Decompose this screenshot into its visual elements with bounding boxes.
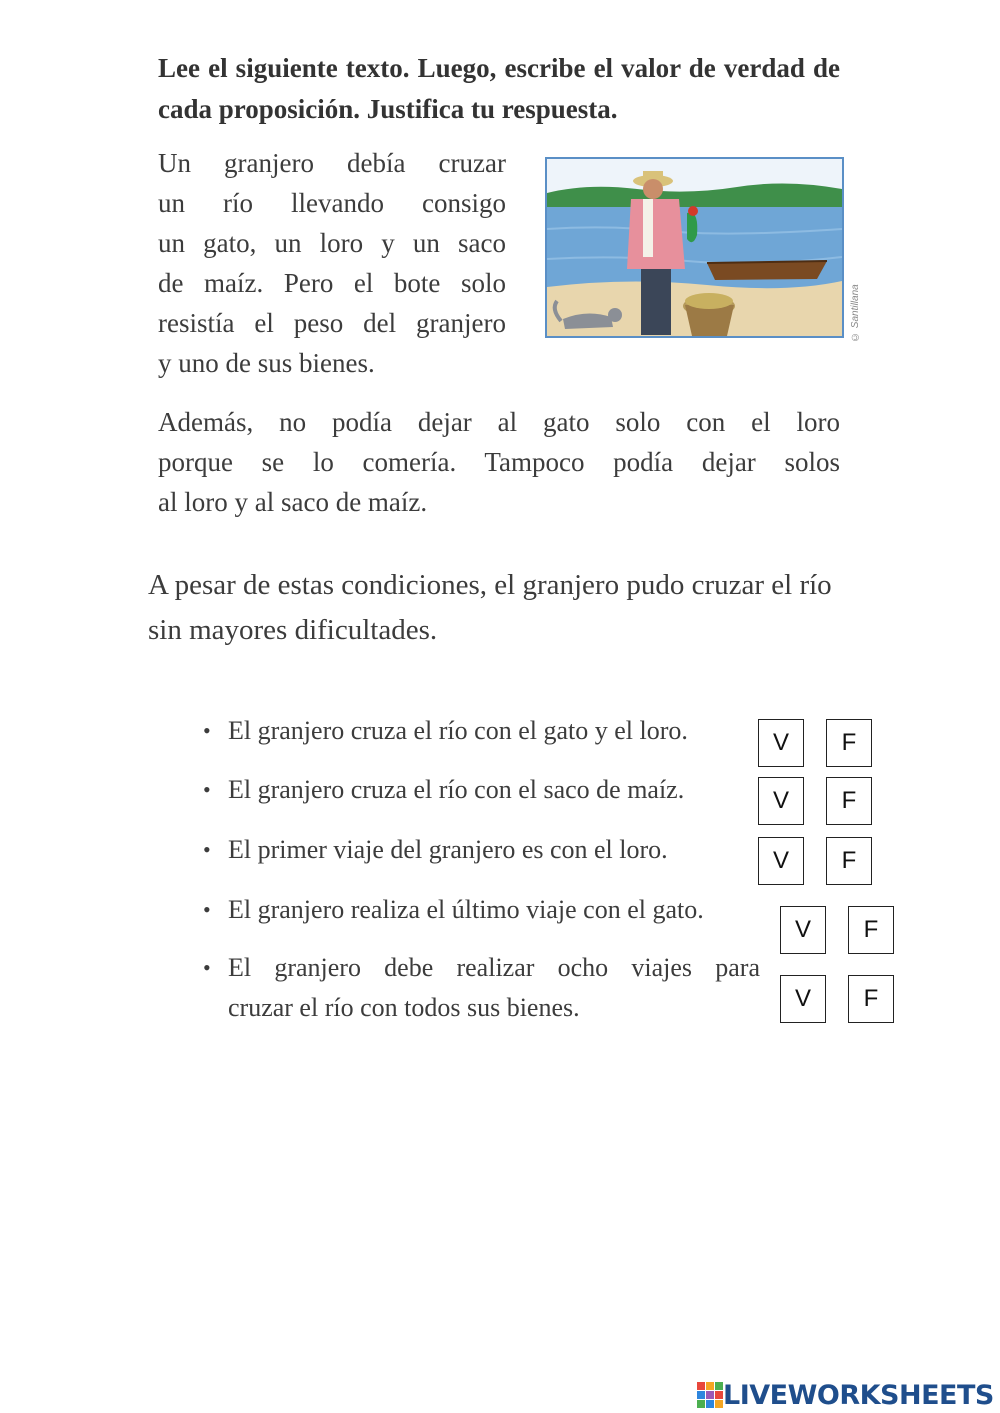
paragraph-conclusion: A pesar de estas condiciones, el granjero pudo cruzar el río sin mayores dificultades. — [148, 569, 832, 646]
paragraph-conditions — [158, 402, 840, 522]
story-line: y uno de sus bienes. — [158, 348, 375, 378]
instructions: Lee el siguiente texto. Luego, escribe el valor de verdad de cada proposición. Justifica tu respuesta. — [158, 53, 840, 124]
false-box-5[interactable]: F — [848, 975, 894, 1023]
statement-text: El granjero cruza el río con el gato y el loro. — [228, 716, 688, 745]
statement-text — [228, 948, 760, 1028]
bullet: • — [203, 777, 211, 802]
true-box-2[interactable]: V — [758, 777, 804, 825]
story-line: Un granjero debía cruzar — [158, 148, 506, 178]
bullet: • — [203, 897, 211, 922]
bullet: • — [203, 718, 211, 743]
paragraph-line: porque se lo comería. Tampoco podía dejar solos — [158, 447, 840, 477]
true-box-3[interactable]: V — [758, 837, 804, 885]
liveworksheets-logo-text: LIVEWORKSHEETS — [723, 1379, 994, 1411]
illustration-svg — [547, 159, 842, 336]
statement-text: El primer viaje del granjero es con el loro. — [228, 835, 668, 864]
image-credit: © Santillana — [850, 284, 861, 342]
paragraph-line: Además, no podía dejar al gato solo con el loro — [158, 407, 840, 437]
story-line: un gato, un loro y un saco — [158, 228, 506, 258]
liveworksheets-logo-icon — [697, 1382, 723, 1408]
liveworksheets-logo — [697, 1378, 994, 1412]
false-box-2[interactable]: F — [826, 777, 872, 825]
farmer-river-illustration — [545, 157, 844, 338]
false-box-4[interactable]: F — [848, 906, 894, 954]
true-box-5[interactable]: V — [780, 975, 826, 1023]
true-box-1[interactable]: V — [758, 719, 804, 767]
story-text — [158, 143, 506, 383]
true-box-4[interactable]: V — [780, 906, 826, 954]
bullet: • — [203, 837, 211, 862]
paragraph-line: al loro y al saco de maíz. — [158, 487, 428, 517]
statement-line: cruzar el río con todos sus bienes. — [228, 993, 580, 1022]
story-line: de maíz. Pero el bote solo — [158, 268, 506, 298]
bullet: • — [203, 955, 211, 980]
story-line: un río llevando consigo — [158, 188, 506, 218]
story-line: resistía el peso del granjero — [158, 308, 506, 338]
statement-text: El granjero cruza el río con el saco de maíz. — [228, 775, 685, 804]
statement-text: El granjero realiza el último viaje con el gato. — [228, 895, 704, 924]
statement-line: El granjero debe realizar ocho viajes para — [228, 953, 760, 982]
false-box-1[interactable]: F — [826, 719, 872, 767]
false-box-3[interactable]: F — [826, 837, 872, 885]
